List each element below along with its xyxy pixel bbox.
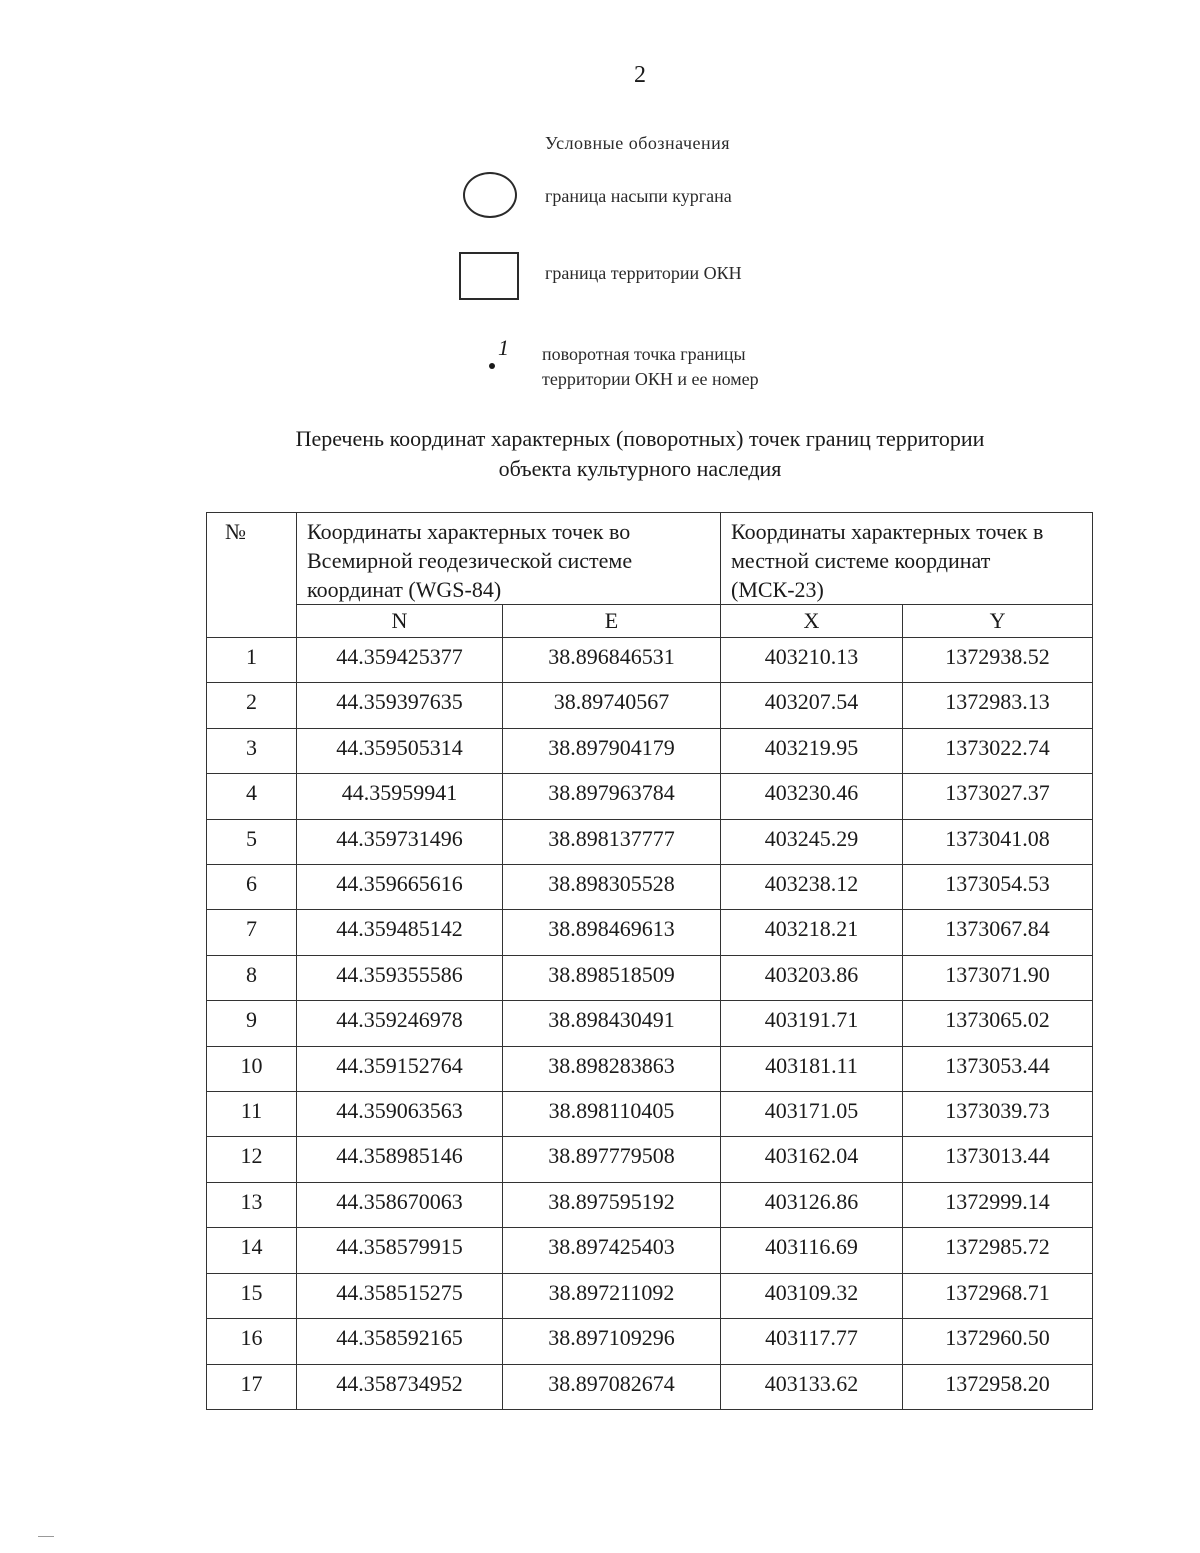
header-msk23: Координаты характерных точек в местной системе координат (МСК-23) <box>721 513 1093 605</box>
cell-n: 44.358515275 <box>297 1273 503 1318</box>
cell-x: 403171.05 <box>721 1092 903 1137</box>
table-row <box>207 728 1093 773</box>
cell-e: 38.896846531 <box>503 638 721 683</box>
point-number: 1 <box>498 335 509 360</box>
turning-point-icon <box>480 335 520 380</box>
page-number: 2 <box>634 62 646 88</box>
cell-x: 403238.12 <box>721 865 903 910</box>
cell-y: 1372999.14 <box>903 1182 1093 1227</box>
cell-number: 9 <box>207 1001 297 1046</box>
point-dot-icon <box>489 363 495 369</box>
cell-x: 403109.32 <box>721 1273 903 1318</box>
cell-y: 1373067.84 <box>903 910 1093 955</box>
table-row <box>207 683 1093 728</box>
document-heading <box>200 424 1080 484</box>
cell-e: 38.897963784 <box>503 774 721 819</box>
cell-n: 44.359063563 <box>297 1092 503 1137</box>
cell-e: 38.898283863 <box>503 1046 721 1091</box>
cell-y: 1373013.44 <box>903 1137 1093 1182</box>
table-row <box>207 955 1093 1000</box>
cell-n: 44.359355586 <box>297 955 503 1000</box>
table-body <box>207 638 1093 1410</box>
cell-number: 15 <box>207 1273 297 1318</box>
cell-number: 14 <box>207 1228 297 1273</box>
cell-n: 44.35959941 <box>297 774 503 819</box>
cell-n: 44.359152764 <box>297 1046 503 1091</box>
header-e: E <box>503 605 721 638</box>
header-x: X <box>721 605 903 638</box>
cell-number: 4 <box>207 774 297 819</box>
cell-x: 403230.46 <box>721 774 903 819</box>
table-row <box>207 910 1093 955</box>
cell-y: 1373053.44 <box>903 1046 1093 1091</box>
heading-line2: объекта культурного наследия <box>498 456 782 481</box>
cell-e: 38.898469613 <box>503 910 721 955</box>
cell-e: 38.897779508 <box>503 1137 721 1182</box>
header-n: N <box>297 605 503 638</box>
cell-number: 6 <box>207 865 297 910</box>
cell-n: 44.358734952 <box>297 1364 503 1410</box>
cell-x: 403133.62 <box>721 1364 903 1410</box>
table-row <box>207 1228 1093 1273</box>
cell-e: 38.898137777 <box>503 819 721 864</box>
cell-x: 403181.11 <box>721 1046 903 1091</box>
cell-n: 44.359485142 <box>297 910 503 955</box>
cell-x: 403210.13 <box>721 638 903 683</box>
cell-number: 5 <box>207 819 297 864</box>
cell-number: 11 <box>207 1092 297 1137</box>
cell-number: 12 <box>207 1137 297 1182</box>
cell-y: 1373065.02 <box>903 1001 1093 1046</box>
cell-x: 403191.71 <box>721 1001 903 1046</box>
table-row <box>207 774 1093 819</box>
cell-e: 38.898518509 <box>503 955 721 1000</box>
legend-title: Условные обозначения <box>545 133 731 153</box>
cell-number: 8 <box>207 955 297 1000</box>
cell-x: 403218.21 <box>721 910 903 955</box>
header-wgs84: Координаты характерных точек во Всемирной геодезической системе координат (WGS-84) <box>297 513 721 605</box>
footer-mark <box>38 1536 54 1537</box>
cell-n: 44.359731496 <box>297 819 503 864</box>
cell-n: 44.358592165 <box>297 1319 503 1364</box>
table-row <box>207 819 1093 864</box>
cell-y: 1373027.37 <box>903 774 1093 819</box>
cell-number: 10 <box>207 1046 297 1091</box>
cell-n: 44.359397635 <box>297 683 503 728</box>
cell-number: 1 <box>207 638 297 683</box>
cell-number: 3 <box>207 728 297 773</box>
legend-point-label-line2: территории ОКН и ее номер <box>542 369 759 389</box>
table-row <box>207 1319 1093 1364</box>
cell-number: 17 <box>207 1364 297 1410</box>
cell-y: 1372968.71 <box>903 1273 1093 1318</box>
cell-y: 1372985.72 <box>903 1228 1093 1273</box>
cell-y: 1373039.73 <box>903 1092 1093 1137</box>
table-row <box>207 1001 1093 1046</box>
cell-n: 44.358985146 <box>297 1137 503 1182</box>
cell-e: 38.897595192 <box>503 1182 721 1227</box>
cell-e: 38.897425403 <box>503 1228 721 1273</box>
legend-square-label: граница территории ОКН <box>545 263 742 283</box>
cell-x: 403203.86 <box>721 955 903 1000</box>
legend-circle-label: граница насыпи кургана <box>545 186 732 206</box>
cell-y: 1372960.50 <box>903 1319 1093 1364</box>
table-row <box>207 1046 1093 1091</box>
cell-number: 2 <box>207 683 297 728</box>
cell-x: 403245.29 <box>721 819 903 864</box>
cell-number: 16 <box>207 1319 297 1364</box>
cell-y: 1372938.52 <box>903 638 1093 683</box>
cell-x: 403117.77 <box>721 1319 903 1364</box>
cell-number: 13 <box>207 1182 297 1227</box>
cell-e: 38.898110405 <box>503 1092 721 1137</box>
mound-boundary-circle-icon <box>463 172 517 218</box>
table-row <box>207 1364 1093 1410</box>
heading-line1: Перечень координат характерных (поворотных) точек границ территории <box>295 426 985 451</box>
cell-n: 44.358579915 <box>297 1228 503 1273</box>
legend-point-label-line1: поворотная точка границы <box>542 344 746 364</box>
cell-e: 38.897109296 <box>503 1319 721 1364</box>
cell-y: 1372983.13 <box>903 683 1093 728</box>
cell-e: 38.897211092 <box>503 1273 721 1318</box>
cell-y: 1373054.53 <box>903 865 1093 910</box>
table-row <box>207 1273 1093 1318</box>
cell-y: 1373071.90 <box>903 955 1093 1000</box>
cell-n: 44.359665616 <box>297 865 503 910</box>
table-row <box>207 865 1093 910</box>
legend-point-label <box>542 342 759 392</box>
header-y: Y <box>903 605 1093 638</box>
coordinates-table <box>206 512 1093 1410</box>
cell-y: 1373022.74 <box>903 728 1093 773</box>
cell-n: 44.359505314 <box>297 728 503 773</box>
cell-e: 38.898430491 <box>503 1001 721 1046</box>
table-row <box>207 638 1093 683</box>
cell-number: 7 <box>207 910 297 955</box>
cell-x: 403162.04 <box>721 1137 903 1182</box>
cell-x: 403126.86 <box>721 1182 903 1227</box>
cell-y: 1373041.08 <box>903 819 1093 864</box>
cell-e: 38.897082674 <box>503 1364 721 1410</box>
cell-e: 38.89740567 <box>503 683 721 728</box>
territory-boundary-square-icon <box>459 252 519 300</box>
cell-x: 403219.95 <box>721 728 903 773</box>
table-row <box>207 1137 1093 1182</box>
cell-x: 403116.69 <box>721 1228 903 1273</box>
cell-n: 44.359425377 <box>297 638 503 683</box>
cell-n: 44.359246978 <box>297 1001 503 1046</box>
cell-y: 1372958.20 <box>903 1364 1093 1410</box>
header-number: № <box>207 513 297 638</box>
table-row <box>207 1182 1093 1227</box>
cell-e: 38.898305528 <box>503 865 721 910</box>
table-row <box>207 1092 1093 1137</box>
cell-x: 403207.54 <box>721 683 903 728</box>
cell-e: 38.897904179 <box>503 728 721 773</box>
cell-n: 44.358670063 <box>297 1182 503 1227</box>
